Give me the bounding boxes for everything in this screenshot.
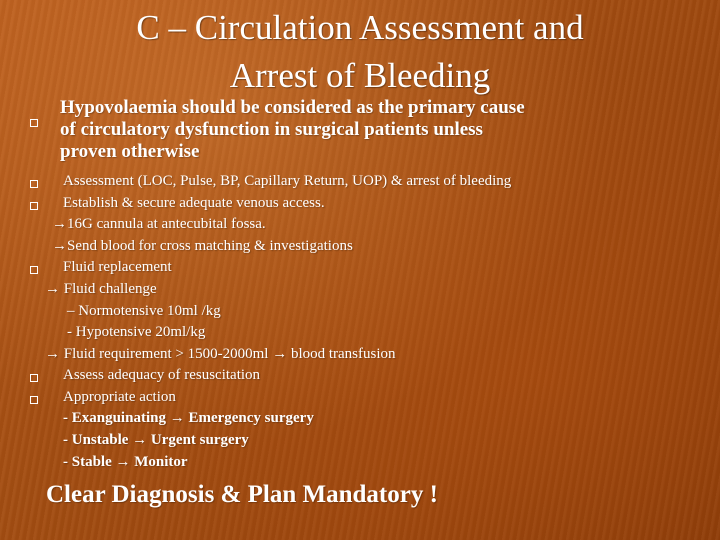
bullet-square-icon bbox=[30, 119, 38, 127]
normotensive-text: – Normotensive 10ml /kg bbox=[67, 303, 221, 319]
venous-access-item bbox=[63, 193, 325, 215]
arrow-right-icon: → bbox=[52, 238, 67, 254]
fluid-replacement-item bbox=[63, 257, 172, 279]
arrow-right-icon: → bbox=[52, 216, 67, 232]
bullet-square-icon bbox=[30, 202, 38, 210]
send-blood-text: Send blood for cross matching & investigations bbox=[67, 238, 353, 254]
arrow-right-icon: → bbox=[45, 346, 60, 362]
arrow-right-icon: → bbox=[45, 281, 60, 297]
assessment-item bbox=[63, 171, 511, 193]
arrow-right-icon: → bbox=[169, 410, 185, 426]
appropriate-action-text: Appropriate action bbox=[63, 389, 176, 405]
bullet-square-icon bbox=[30, 180, 38, 188]
cannula-item bbox=[52, 214, 266, 236]
title-line-1: C – Circulation Assessment and bbox=[136, 8, 584, 47]
stable-item bbox=[63, 452, 188, 474]
title-line-2: Arrest of Bleeding bbox=[229, 56, 491, 95]
establish-text: Establish & secure adequate venous access. bbox=[63, 195, 325, 211]
hypovolaemia-bullet bbox=[60, 97, 525, 163]
arrow-right-icon: → bbox=[272, 346, 288, 362]
blood-transfusion-text: blood transfusion bbox=[290, 346, 396, 362]
assessment-text: Assessment (LOC, Pulse, BP, Capillary Return, UOP) & arrest of bleeding bbox=[63, 173, 512, 189]
exsanguinating-item bbox=[63, 408, 314, 430]
assess-adequacy-item bbox=[63, 365, 260, 387]
arrow-right-icon: → bbox=[132, 432, 148, 448]
bullet-square-icon bbox=[30, 396, 38, 404]
fluid-requirement-item bbox=[45, 344, 396, 366]
unstable-action: Urgent surgery bbox=[150, 432, 249, 448]
send-blood-item bbox=[52, 236, 353, 258]
assess-adequacy-text: Assess adequacy of resuscitation bbox=[63, 367, 261, 383]
closing-statement: Clear Diagnosis & Plan Mandatory ! bbox=[46, 481, 438, 508]
appropriate-action-item bbox=[63, 387, 176, 409]
fluid-requirement-text: Fluid requirement > 1500-2000ml bbox=[63, 346, 269, 362]
arrow-right-icon: → bbox=[115, 454, 131, 470]
cannula-text: 16G cannula at antecubital fossa. bbox=[67, 216, 266, 232]
hypovolaemia-line-3: proven otherwise bbox=[60, 141, 200, 162]
exsang-label: - Exanguinating bbox=[63, 410, 166, 426]
stable-action: Monitor bbox=[134, 454, 188, 470]
bullet-square-icon bbox=[30, 266, 38, 274]
fluid-challenge-text: Fluid challenge bbox=[63, 281, 157, 297]
hypovolaemia-line-1: Hypovolaemia should be considered as the primary cause bbox=[60, 97, 525, 118]
hypovolaemia-line-2: of circulatory dysfunction in surgical patients unless bbox=[60, 119, 483, 140]
exsang-action: Emergency surgery bbox=[188, 410, 314, 426]
fluid-replacement-text: Fluid replacement bbox=[63, 259, 172, 275]
hypotensive-item bbox=[67, 322, 205, 344]
unstable-label: - Unstable bbox=[63, 432, 129, 448]
normotensive-item bbox=[67, 301, 221, 323]
slide-title bbox=[0, 4, 720, 100]
hypotensive-text: - Hypotensive 20ml/kg bbox=[67, 324, 206, 340]
stable-label: - Stable bbox=[63, 454, 112, 470]
bullet-square-icon bbox=[30, 374, 38, 382]
unstable-item bbox=[63, 430, 249, 452]
fluid-challenge-item bbox=[45, 279, 157, 301]
